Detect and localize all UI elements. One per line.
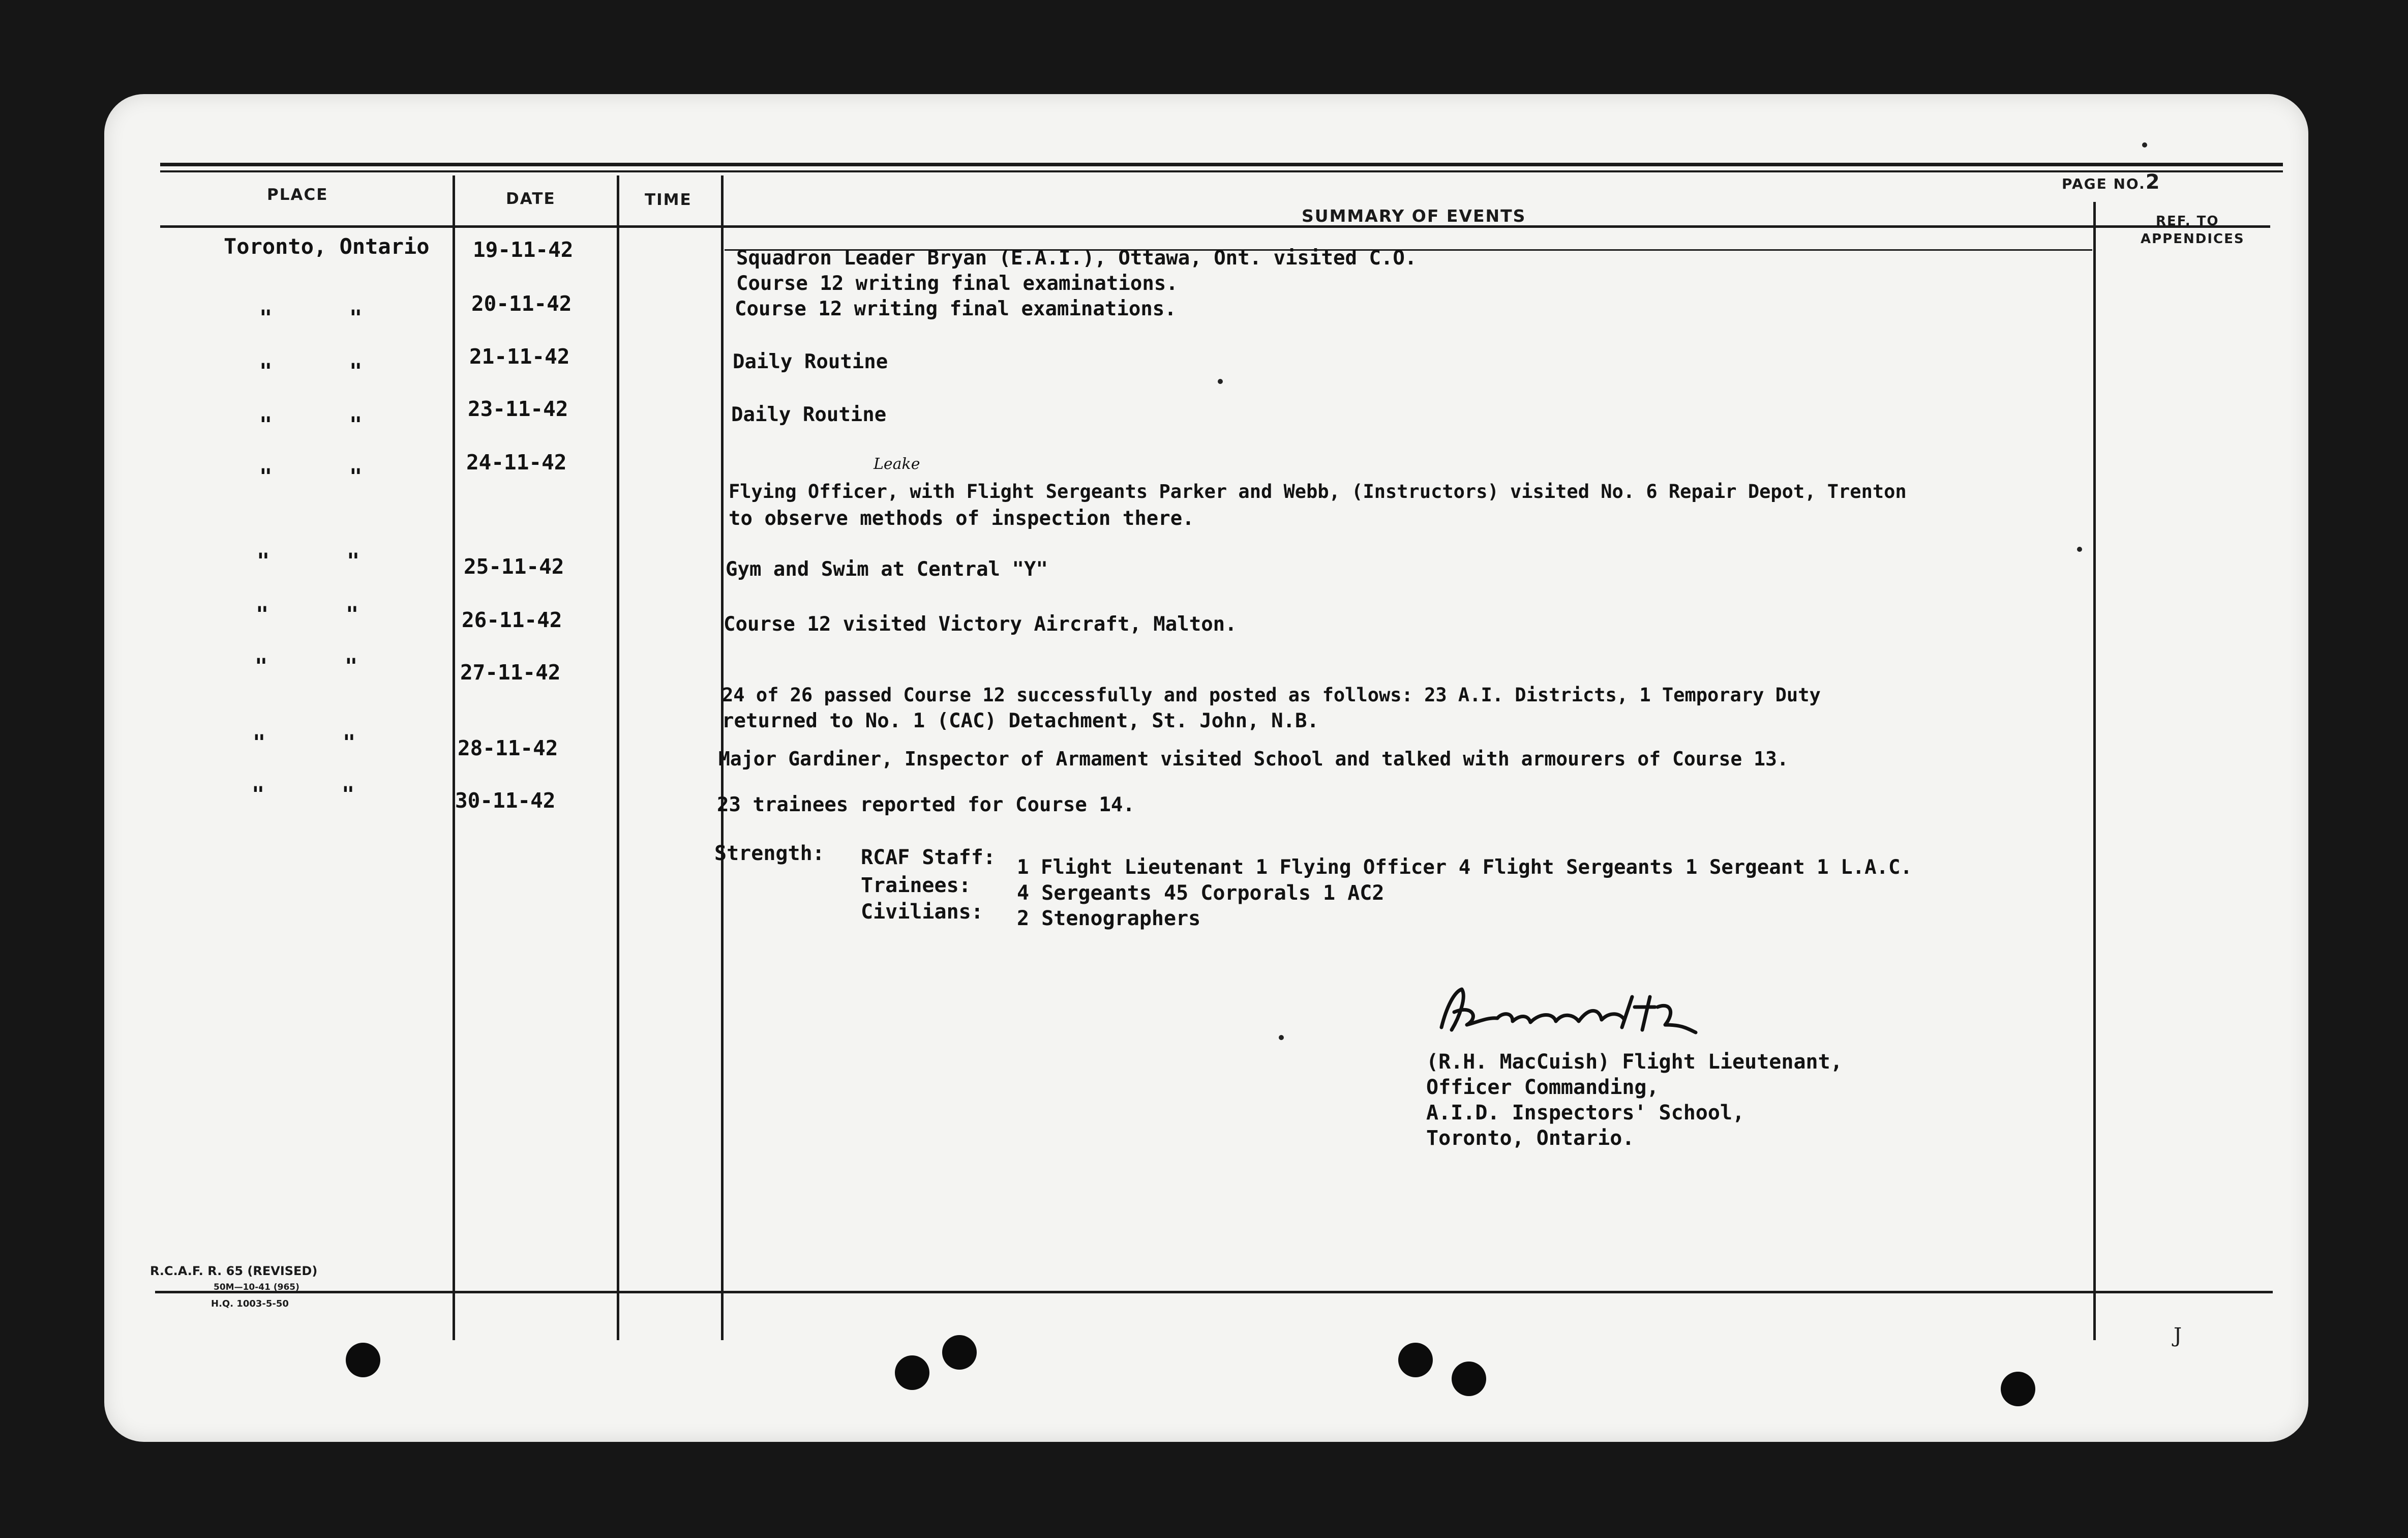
entry-6-date: 25-11-42: [464, 554, 564, 579]
signature-title-line: Officer Commanding,: [1426, 1076, 1659, 1099]
entry-3-place: " ": [259, 359, 363, 383]
entry-1-date: 19-11-42: [473, 238, 574, 262]
entry-9-place: " ": [253, 730, 356, 755]
entry-7-line-1: Course 12 visited Victory Aircraft, Malton.: [724, 613, 1237, 636]
strength-civilians-category: Civilians:: [861, 900, 983, 924]
entry-1-line-2: Course 12 writing final examinations.: [736, 272, 1178, 295]
entry-6-line-1: Gym and Swim at Central "Y": [726, 558, 1048, 581]
speck: [1279, 1035, 1284, 1040]
form-number: R.C.A.F. R. 65 (REVISED): [150, 1264, 318, 1278]
summary-column-header: SUMMARY OF EVENTS: [1302, 206, 1526, 226]
entry-8-line-1: 24 of 26 passed Course 12 successfully and posted as follows: 23 A.I. Districts, 1 Temporary Duty: [722, 684, 1821, 706]
entry-4-date: 23-11-42: [468, 397, 568, 421]
speck: [1218, 379, 1223, 384]
page-number-label: [2062, 170, 2161, 194]
strength-label: Strength:: [714, 842, 825, 865]
column-divider-place-date: [453, 175, 455, 1340]
entry-9-date: 28-11-42: [458, 736, 558, 760]
diary-form-card: [104, 94, 2308, 1442]
bottom-rule: [155, 1291, 2273, 1293]
column-divider-date-time: [617, 175, 619, 1340]
speck: [2142, 142, 2147, 147]
entry-10-date: 30-11-42: [455, 788, 556, 813]
place-column-header: PLACE: [267, 186, 328, 204]
ref-header-line1: REF. TO: [2156, 214, 2219, 229]
entry-3-date: 21-11-42: [469, 344, 570, 369]
strength-trainees-detail: 4 Sergeants 45 Corporals 1 AC2: [1017, 881, 1384, 905]
entry-4-line-1: Daily Routine: [731, 403, 887, 426]
form-print-code: 50M—10-41 (965): [214, 1282, 299, 1292]
signature-unit-line: A.I.D. Inspectors' School,: [1426, 1101, 1745, 1125]
entry-3-line-1: Daily Routine: [733, 350, 888, 373]
entry-5-place: " ": [259, 464, 363, 489]
entry-1-place: Toronto, Ontario: [224, 234, 430, 259]
speck: [2077, 547, 2082, 552]
column-divider-summary-ref: [2093, 202, 2096, 1340]
form-hq-code: H.Q. 1003-5-50: [211, 1298, 289, 1309]
entry-5-line-2: to observe methods of inspection there.: [729, 507, 1194, 530]
entry-9-line-1: Major Gardiner, Inspector of Armament visited School and talked with armourers of Course 13.: [718, 748, 1789, 770]
header-bottom-rule: [160, 225, 2270, 228]
entry-7-date: 26-11-42: [462, 608, 562, 632]
signature-name-line: (R.H. MacCuish) Flight Lieutenant,: [1426, 1050, 1843, 1074]
top-double-rule-a: [160, 163, 2283, 166]
entry-8-place: " ": [255, 654, 358, 678]
entry-7-place: " ": [256, 602, 359, 627]
page-number: 2: [2145, 170, 2161, 194]
entry-2-line-1: Course 12 writing final examinations.: [735, 298, 1177, 320]
entry-8-line-2: returned to No. 1 (CAC) Detachment, St. John, N.B.: [722, 709, 1319, 732]
handwritten-signature: [1431, 977, 1757, 1043]
entry-6-place: " ": [257, 548, 360, 573]
entry-10-place: " ": [252, 782, 355, 807]
entry-10-line-1: 23 trainees reported for Course 14.: [717, 793, 1135, 816]
punch-hole: [346, 1343, 380, 1377]
entry-5-date: 24-11-42: [466, 450, 567, 475]
punch-hole: [1452, 1362, 1486, 1396]
punch-hole: [1398, 1343, 1433, 1377]
entry-2-place: " ": [259, 305, 363, 330]
page-label: PAGE NO.: [2062, 175, 2146, 192]
strength-staff-category: RCAF Staff:: [861, 846, 996, 869]
entry-4-place: " ": [259, 412, 363, 437]
top-double-rule-b: [160, 170, 2283, 172]
entry-1-line-1: Squadron Leader Bryan (E.A.I.), Ottawa, Ont. visited C.O.: [736, 247, 1417, 270]
entry-5-line-1: Flying Officer, with Flight Sergeants Parker and Webb, (Instructors) visited No. 6 Repair Depot, Trenton: [729, 481, 1907, 502]
strength-trainees-category: Trainees:: [861, 874, 971, 897]
time-column-header: TIME: [645, 191, 692, 209]
entry-2-date: 20-11-42: [471, 291, 572, 316]
date-column-header: DATE: [506, 190, 556, 208]
signature-location-line: Toronto, Ontario.: [1426, 1127, 1635, 1150]
punch-hole: [2001, 1372, 2035, 1406]
entry-8-date: 27-11-42: [460, 660, 561, 685]
handwritten-insert: Leake: [874, 455, 920, 473]
corner-mark: J: [2174, 1324, 2182, 1347]
strength-civilians-detail: 2 Stenographers: [1017, 907, 1201, 930]
strength-staff-detail: 1 Flight Lieutenant 1 Flying Officer 4 Flight Sergeants 1 Sergeant 1 L.A.C.: [1017, 856, 1912, 879]
punch-hole: [895, 1355, 929, 1390]
punch-hole: [942, 1335, 977, 1370]
ref-header-line2: APPENDICES: [2141, 231, 2245, 247]
